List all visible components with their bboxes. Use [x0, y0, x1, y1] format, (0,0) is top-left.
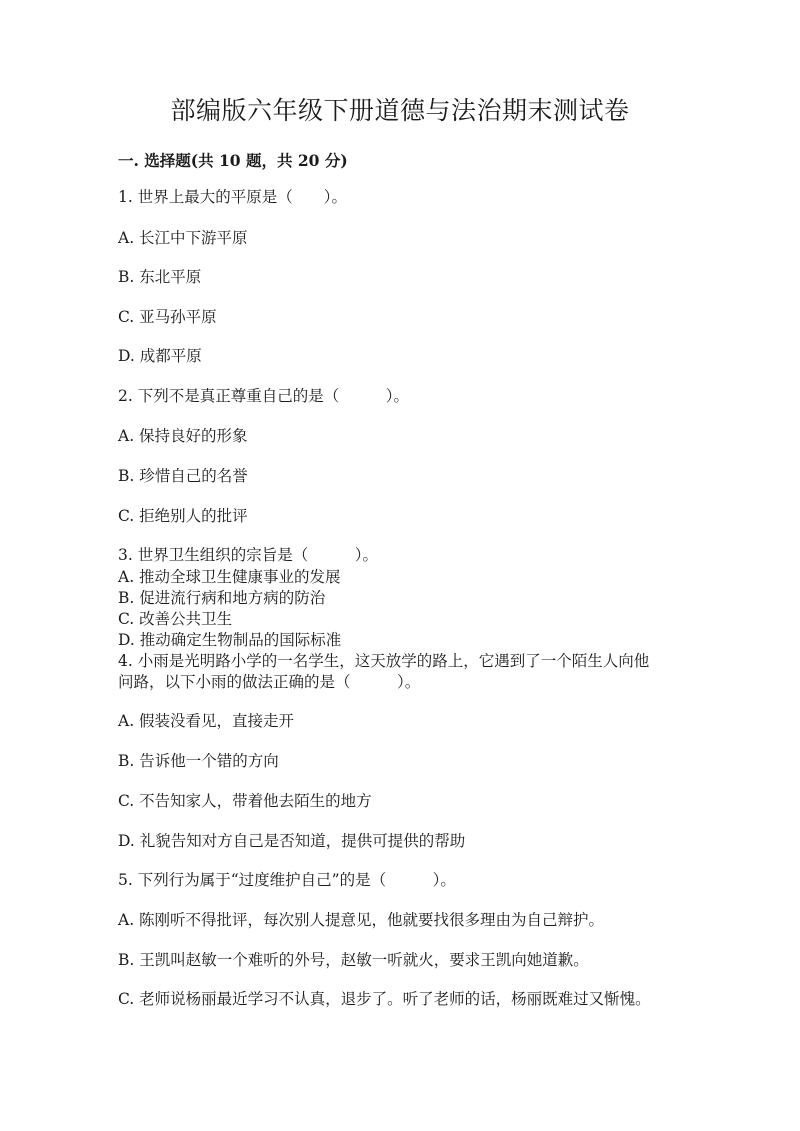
page-title: 部编版六年级下册道德与法治期末测试卷 [170, 96, 630, 125]
question-3-option-b: B. 促进流行病和地方病的防治 [118, 589, 326, 607]
question-2-option-b: B. 珍惜自己的名誉 [118, 467, 248, 485]
question-1-stem: 1. 世界上最大的平原是（ ）。 [118, 188, 347, 206]
question-1-option-d: D. 成都平原 [118, 347, 202, 365]
section-heading: 一. 选择题(共 10 题，共 20 分) [118, 151, 348, 170]
question-4-option-a: A. 假装没看见，直接走开 [118, 712, 295, 730]
question-4-stem-line-2: 问路，以下小雨的做法正确的是（ ）。 [118, 673, 421, 691]
question-2-option-c: C. 拒绝别人的批评 [118, 507, 248, 525]
question-2-option-a: A. 保持良好的形象 [118, 427, 248, 445]
question-4-option-d: D. 礼貌告知对方自己是否知道，提供可提供的帮助 [118, 832, 466, 850]
question-1-option-b: B. 东北平原 [118, 268, 202, 286]
question-3-stem: 3. 世界卫生组织的宗旨是（ ）。 [118, 546, 378, 564]
question-3-option-a: A. 推动全球卫生健康事业的发展 [118, 568, 341, 586]
question-4-stem-line-1: 4. 小雨是光明路小学的一名学生，这天放学的路上，它遇到了一个陌生人向他 [118, 652, 650, 670]
question-4-option-c: C. 不告知家人，带着他去陌生的地方 [118, 792, 372, 810]
question-5-option-b: B. 王凯叫赵敏一个难听的外号，赵敏一听就火，要求王凯向她道歉。 [118, 951, 589, 969]
question-5-stem: 5. 下列行为属于“过度维护自己”的是（ ）。 [118, 871, 456, 889]
question-3-option-d: D. 推动确定生物制品的国际标准 [118, 631, 342, 649]
question-3-option-c: C. 改善公共卫生 [118, 610, 233, 628]
question-4-option-b: B. 告诉他一个错的方向 [118, 752, 279, 770]
question-5-option-c: C. 老师说杨丽最近学习不认真，退步了。听了老师的话，杨丽既难过又惭愧。 [118, 990, 651, 1008]
question-2-stem: 2. 下列不是真正尊重自己的是（ ）。 [118, 387, 409, 405]
question-1-option-a: A. 长江中下游平原 [118, 229, 248, 247]
question-5-option-a: A. 陈刚听不得批评，每次别人提意见，他就要找很多理由为自己辩护。 [118, 911, 605, 929]
question-1-option-c: C. 亚马孙平原 [118, 308, 217, 326]
